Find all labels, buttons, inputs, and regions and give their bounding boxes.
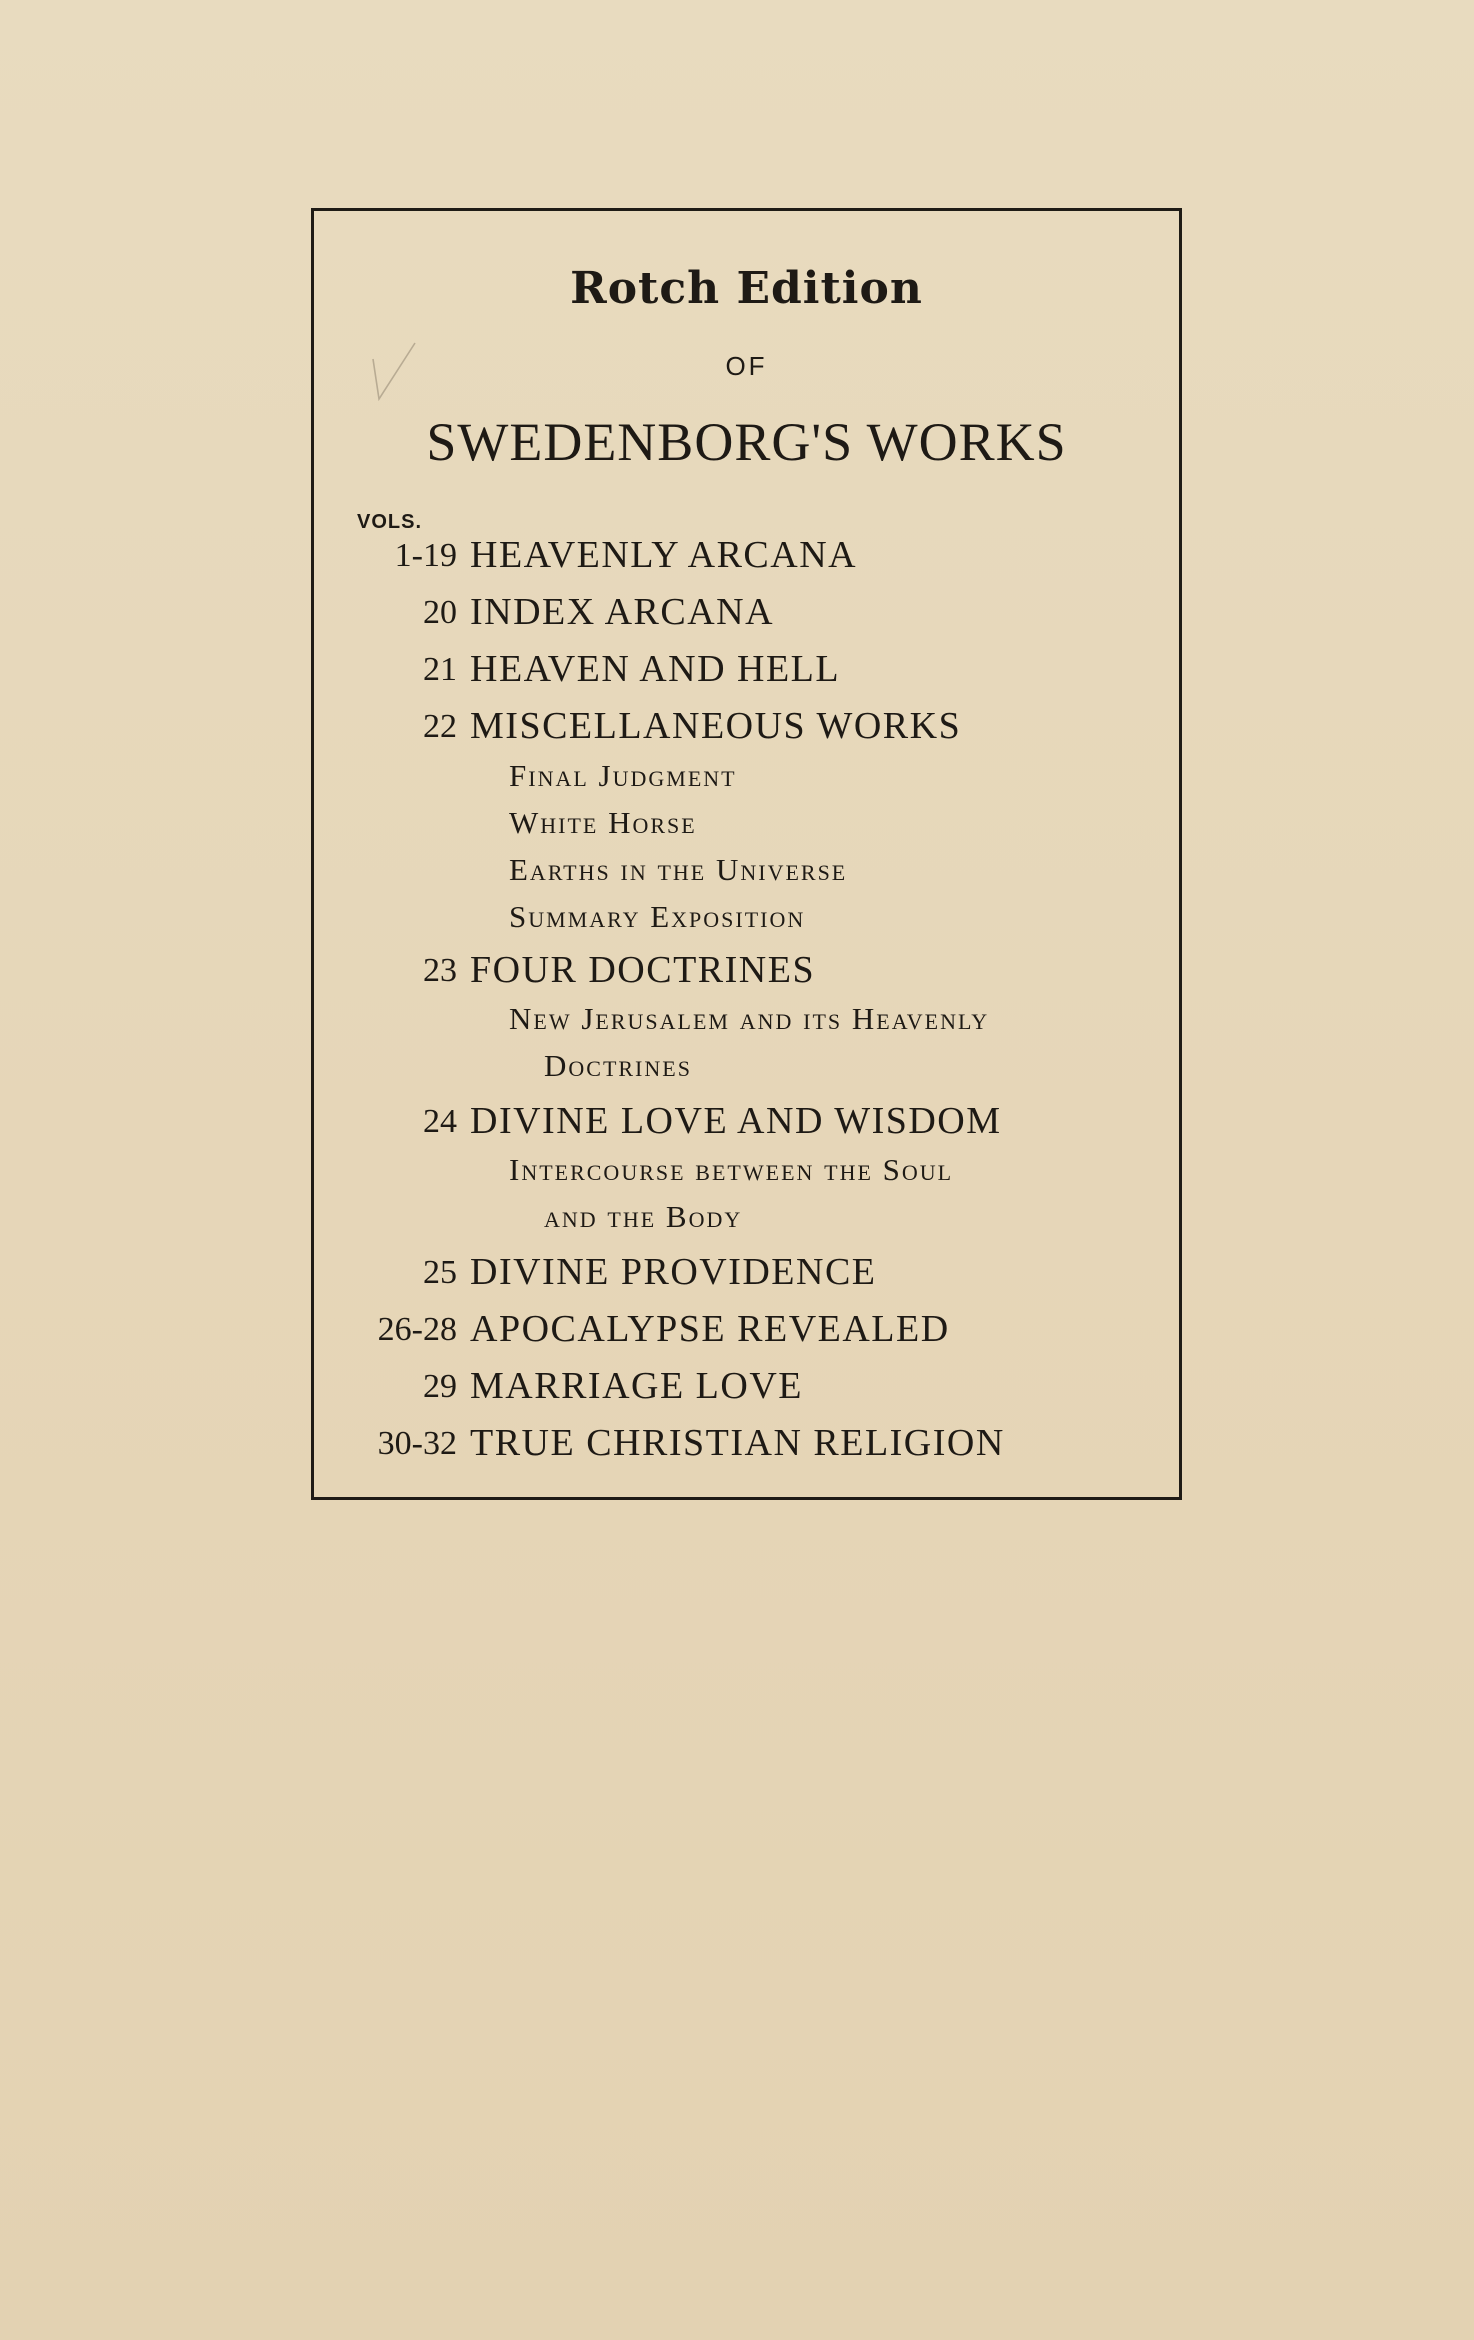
work-title: APOCALYPSE REVEALED [470,1308,950,1350]
work-title: MARRIAGE LOVE [470,1365,803,1407]
volume-number: 22 [423,708,457,745]
volume-number: 23 [423,952,457,989]
work-title: INDEX ARCANA [470,591,775,633]
volume-number: 20 [423,594,457,631]
volume-number: 25 [423,1254,457,1291]
work-title: TRUE CHRISTIAN RELIGION [470,1422,1005,1464]
work-title: FOUR DOCTRINES [470,949,816,991]
sub-work-title: Doctrines [544,1048,692,1083]
volume-number: 1-19 [394,537,457,574]
work-title: HEAVEN AND HELL [470,648,841,690]
sub-work-title: White Horse [509,805,697,840]
volume-number: 30-32 [377,1425,457,1462]
vols-label: VOLS. [357,511,423,533]
volume-number: 21 [423,651,457,688]
works-title: SWEDENBORG'S WORKS [426,412,1067,472]
sub-work-title: Summary Exposition [509,899,806,934]
work-title: DIVINE PROVIDENCE [470,1251,877,1293]
sub-work-title: Intercourse between the Soul [509,1152,954,1187]
edition-heading: Rotch Edition [570,263,923,314]
sub-work-title: and the Body [544,1199,743,1234]
of-label: OF [725,351,768,381]
volume-number: 26-28 [377,1311,457,1348]
work-title: DIVINE LOVE AND WISDOM [470,1100,1002,1142]
work-title: MISCELLANEOUS WORKS [470,705,962,747]
sub-work-title: Earths in the Universe [509,852,848,887]
edition-list-frame [311,208,1182,1500]
sub-work-title: New Jerusalem and its Heavenly [509,1001,990,1036]
work-title: HEAVENLY ARCANA [470,534,858,576]
sub-work-title: Final Judgment [509,758,737,793]
volume-number: 29 [423,1368,457,1405]
volume-number: 24 [423,1103,457,1140]
